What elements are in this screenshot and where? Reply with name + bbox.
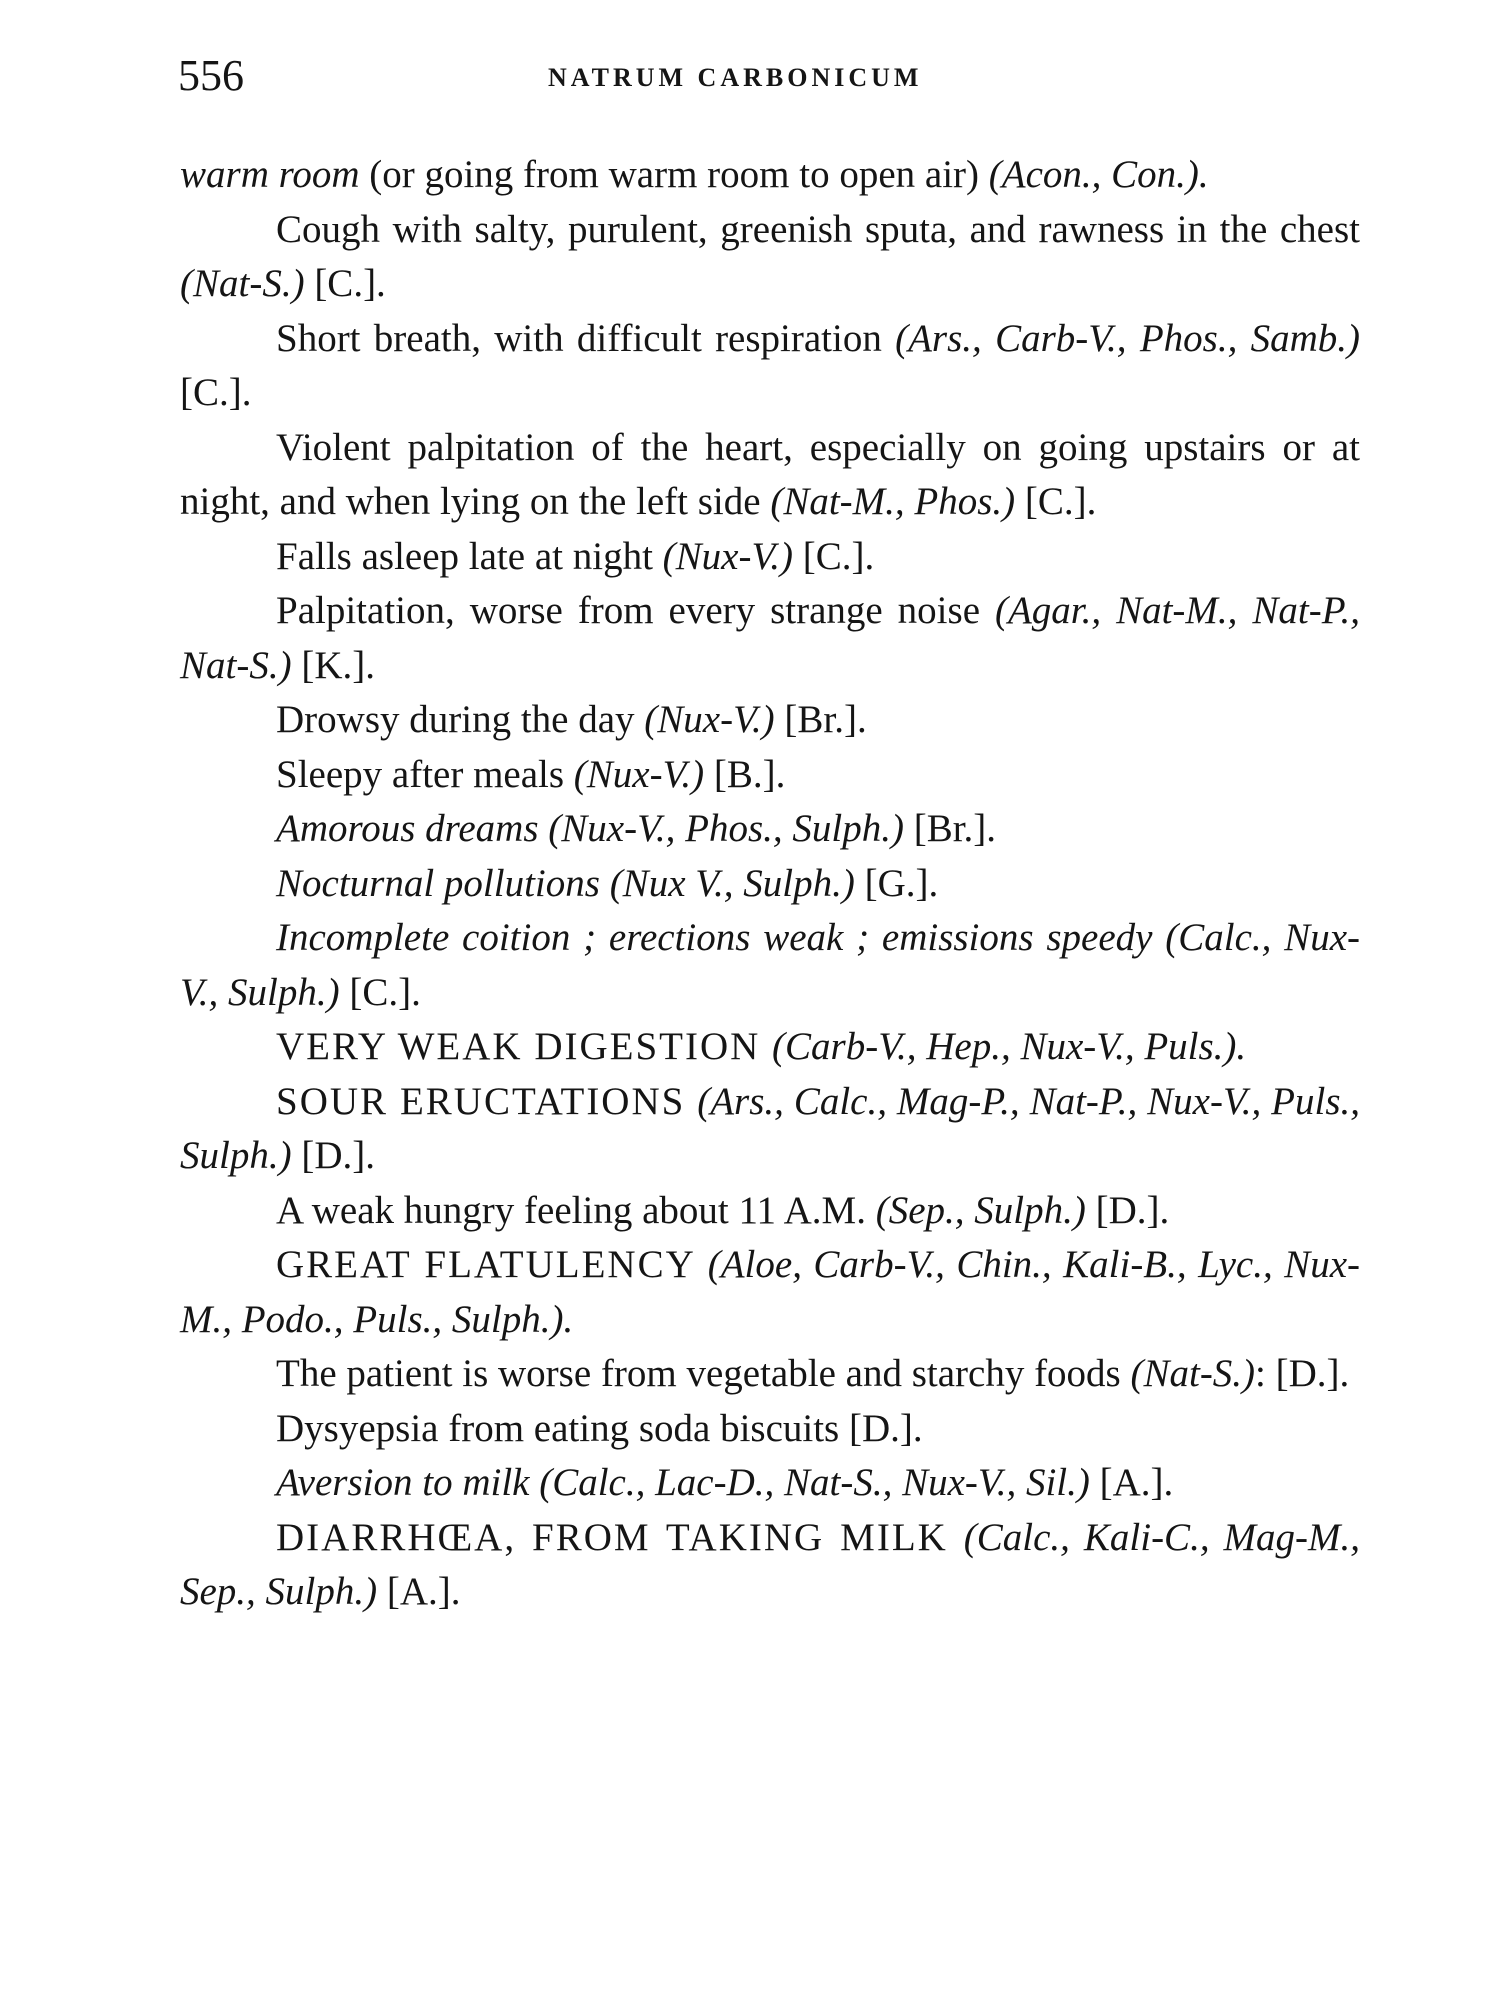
page-number: 556 <box>178 51 244 100</box>
caps-text: SOUR ERUCTATIONS <box>276 1079 698 1123</box>
text-segment: [A.]. <box>377 1570 461 1613</box>
italic-text: (Calc., Kali-C., Mag-M., Sep., Sulph.) <box>180 1515 1360 1613</box>
caps-text: GREAT FLATULENCY <box>276 1243 708 1286</box>
paragraph <box>180 1075 1360 1184</box>
text-segment: Dysyepsia from eating soda biscuits [D.]. <box>276 1406 923 1450</box>
text-segment: [C.]. <box>304 262 386 305</box>
paragraph <box>180 148 1360 203</box>
paragraph <box>180 312 1360 421</box>
italic-text: (Nat-S.) <box>1130 1352 1256 1395</box>
caps-text: VERY WEAK DIGESTION <box>276 1025 773 1068</box>
italic-text: warm room <box>180 153 360 196</box>
text-segment: [C.]. <box>793 534 875 578</box>
text-segment: [B.]. <box>704 752 786 796</box>
text-segment: [Br.]. <box>774 698 867 741</box>
text-segment: Sleepy after meals <box>276 752 574 796</box>
paragraph <box>180 857 1360 912</box>
text-segment: Short breath, with difficult respiration <box>276 316 896 360</box>
italic-text: (Carb-V., Hep., Nux-V., Puls.). <box>772 1025 1247 1068</box>
text-segment: [C.]. <box>1015 480 1097 523</box>
italic-text: (Nat-S.) <box>180 262 305 305</box>
text-segment: Cough with salty, purulent, greenish sputa, and rawness in the chest <box>276 207 1360 251</box>
text-segment: Palpitation, worse from every strange noise <box>276 589 995 632</box>
text-segment: [D.]. <box>1085 1188 1170 1232</box>
text-segment: [D.]. <box>291 1134 375 1177</box>
text-segment: : [D.]. <box>1255 1352 1350 1395</box>
text-segment: Drowsy during the day <box>276 698 645 741</box>
paragraph <box>180 748 1360 803</box>
italic-text: Amorous dreams (Nux-V., Phos., Sulph.) <box>276 807 904 850</box>
running-title: NATRUM CARBONICUM <box>548 63 923 92</box>
paragraph <box>180 693 1360 748</box>
italic-text: (Agar., Nat-M., Nat-P., Nat-S.) <box>180 589 1360 687</box>
paragraph <box>180 203 1360 312</box>
text-segment: A weak hungry feeling about 11 A.M. <box>276 1188 876 1232</box>
text-segment: [Br.]. <box>903 807 997 850</box>
italic-text: (Acon., Con.). <box>988 153 1209 196</box>
italic-text: (Nux-V.) <box>644 698 775 741</box>
italic-text: (Sep., Sulph.) <box>875 1188 1086 1232</box>
text-segment: The patient is worse from vegetable and starchy foods <box>276 1352 1131 1395</box>
italic-text: (Nux-V.) <box>573 752 705 796</box>
paragraph <box>180 530 1360 585</box>
paragraph <box>180 1238 1360 1347</box>
text-segment: Violent palpitation of the heart, especially on going upstairs or at night, and when lying on the left side <box>180 425 1360 523</box>
caps-text: DIARRHŒA, FROM TAKING MILK <box>276 1515 964 1559</box>
paragraph <box>180 911 1360 1020</box>
paragraph <box>180 584 1360 693</box>
text-segment: Falls asleep late at night <box>276 534 663 578</box>
paragraph <box>180 1020 1360 1075</box>
italic-text: (Ars., Calc., Mag-P., Nat-P., Nux-V., Puls., Sulph.) <box>180 1079 1360 1177</box>
italic-text: (Ars., Carb-V., Phos., Samb.) <box>895 316 1360 360</box>
text-segment: [K.]. <box>291 643 375 687</box>
text-segment: [A.]. <box>1089 1461 1174 1504</box>
page-header <box>178 46 1378 106</box>
body-text <box>180 148 1360 1620</box>
italic-text: Nocturnal pollutions (Nux V., Sulph.) <box>276 861 855 905</box>
italic-text: (Nux-V.) <box>662 534 793 578</box>
italic-text: Incomplete coition ; erections weak ; emissions speedy (Calc., Nux-V., Sulph.) <box>180 916 1360 1014</box>
paragraph <box>180 1456 1360 1511</box>
text-segment: (or going from warm room to open air) <box>359 153 989 196</box>
text-segment: [C.]. <box>339 970 421 1014</box>
paragraph <box>180 802 1360 857</box>
paragraph <box>180 1402 1360 1457</box>
text-segment: [G.]. <box>854 861 939 905</box>
paragraph <box>180 421 1360 530</box>
italic-text: Aversion to milk (Calc., Lac-D., Nat-S., Nux-V., Sil.) <box>276 1461 1090 1504</box>
italic-text: (Nat-M., Phos.) <box>770 480 1016 523</box>
text-segment: [C.]. <box>180 371 252 414</box>
paragraph <box>180 1347 1360 1402</box>
italic-text: (Aloe, Carb-V., Chin., Kali-B., Lyc., Nux-M., Podo., Puls., Sulph.). <box>180 1243 1360 1341</box>
paragraph <box>180 1184 1360 1239</box>
paragraph <box>180 1511 1360 1620</box>
